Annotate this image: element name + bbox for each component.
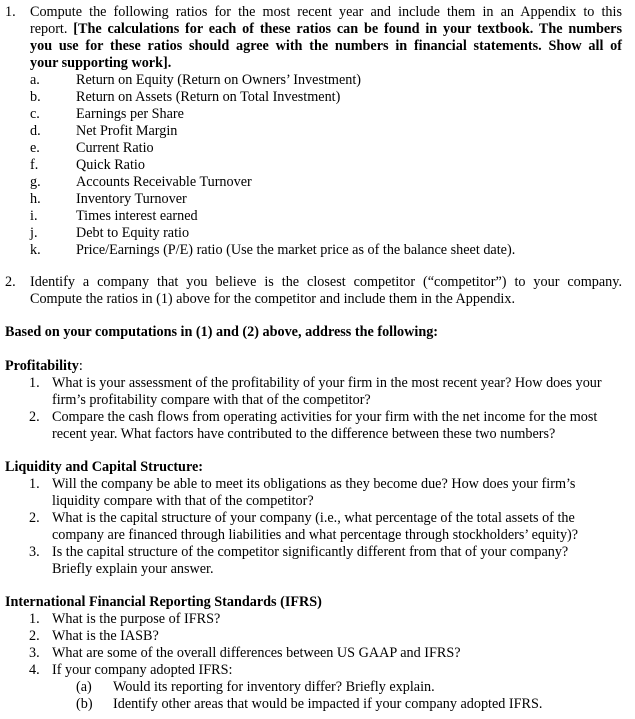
ratio-item: Net Profit Margin [76, 123, 178, 139]
ifrs-item: If your company adopted IFRS: [52, 662, 233, 678]
liquidity-item-line2: liquidity compare with that of the competitor? [52, 493, 314, 509]
profitability-number: 2. [29, 409, 40, 425]
profitability-item-line1: What is your assessment of the profitability of your firm in the most recent year? How does your [52, 375, 602, 391]
task2-line2: Compute the ratios in (1) above for the competitor and include them in the Appendix. [30, 291, 516, 307]
ratio-item: Return on Equity (Return on Owners’ Investment) [76, 72, 362, 88]
ratio-letter: c. [30, 106, 40, 122]
ifrs-number: 2. [29, 628, 40, 644]
liquidity-item-line1: Is the capital structure of the competitor significantly different from that of your company? [52, 544, 569, 560]
liquidity-number: 3. [29, 544, 40, 560]
ratio-item: Earnings per Share [76, 106, 184, 122]
ifrs-item: What are some of the overall differences between US GAAP and IFRS? [52, 645, 461, 661]
profitability-item-line2: firm’s profitability compare with that of the competitor? [52, 392, 371, 408]
liquidity-item-line2: company are financed through liabilities and what percentage through stockholders’ equity)? [52, 527, 579, 543]
task1-intro-line4: your supporting work]. [30, 55, 172, 71]
ifrs-subitem-letter: (a) [76, 679, 92, 695]
ratio-letter: a. [30, 72, 40, 88]
ratio-item: Price/Earnings (P/E) ratio (Use the market price as of the balance sheet date). [76, 242, 516, 258]
ifrs-number: 4. [29, 662, 40, 678]
ratio-item: Accounts Receivable Turnover [76, 174, 252, 190]
liquidity-number: 1. [29, 476, 40, 492]
liquidity-heading: Liquidity and Capital Structure: [5, 459, 204, 475]
task1-number: 1. [5, 4, 16, 20]
ifrs-item: What is the purpose of IFRS? [52, 611, 221, 627]
ifrs-item: What is the IASB? [52, 628, 159, 644]
ratio-letter: j. [30, 225, 38, 241]
ratio-letter: h. [30, 191, 41, 207]
ratio-letter: b. [30, 89, 41, 105]
ifrs-number: 3. [29, 645, 40, 661]
task1-intro-line2 [30, 21, 622, 38]
task1-intro-report: report. [30, 21, 68, 37]
liquidity-number: 2. [29, 510, 40, 526]
liquidity-item-line1: What is the capital structure of your company (i.e., what percentage of the total assets of the [52, 510, 575, 526]
task1-intro-line3: you use for these ratios should agree with the numbers in financial statements. Show all of [30, 38, 622, 54]
task2-number: 2. [5, 274, 16, 290]
address-heading: Based on your computations in (1) and (2) above, address the following: [5, 324, 439, 340]
ifrs-number: 1. [29, 611, 40, 627]
ifrs-subitem-letter: (b) [76, 696, 93, 712]
ratio-letter: e. [30, 140, 40, 156]
ratio-letter: k. [30, 242, 41, 258]
ratio-item: Current Ratio [76, 140, 154, 156]
profitability-item-line2: recent year. What factors have contributed to the difference between these two numbers? [52, 426, 556, 442]
ratio-letter: d. [30, 123, 41, 139]
ratio-letter: i. [30, 208, 38, 224]
ratio-item: Times interest earned [76, 208, 198, 224]
ifrs-subitem: Identify other areas that would be impacted if your company adopted IFRS. [113, 696, 543, 712]
profitability-heading [5, 358, 83, 375]
ratio-letter: g. [30, 174, 41, 190]
ifrs-heading: International Financial Reporting Standards (IFRS) [5, 594, 322, 610]
ratio-letter: f. [30, 157, 39, 173]
profitability-item-line1: Compare the cash flows from operating activities for your firm with the net income for the most [52, 409, 598, 425]
liquidity-item-line1: Will the company be able to meet its obligations as they become due? How does your firm’s [52, 476, 576, 492]
liquidity-item-line2: Briefly explain your answer. [52, 561, 214, 577]
ratio-item: Inventory Turnover [76, 191, 187, 207]
profitability-number: 1. [29, 375, 40, 391]
task1-intro-line1: Compute the following ratios for the most recent year and include them in an Appendix to this [30, 4, 622, 20]
task1-intro-bold-note: [The calculations for each of these ratios can be found in your textbook. The numbers [73, 21, 623, 37]
ratio-item: Debt to Equity ratio [76, 225, 190, 241]
task2-line1: Identify a company that you believe is the closest competitor (“competitor”) to your company. [30, 274, 622, 290]
profitability-title: Profitability [5, 358, 79, 374]
profitability-colon: : [78, 358, 83, 374]
ratio-item: Quick Ratio [76, 157, 145, 173]
ifrs-subitem: Would its reporting for inventory differ? Briefly explain. [113, 679, 435, 695]
ratio-item: Return on Assets (Return on Total Investment) [76, 89, 341, 105]
